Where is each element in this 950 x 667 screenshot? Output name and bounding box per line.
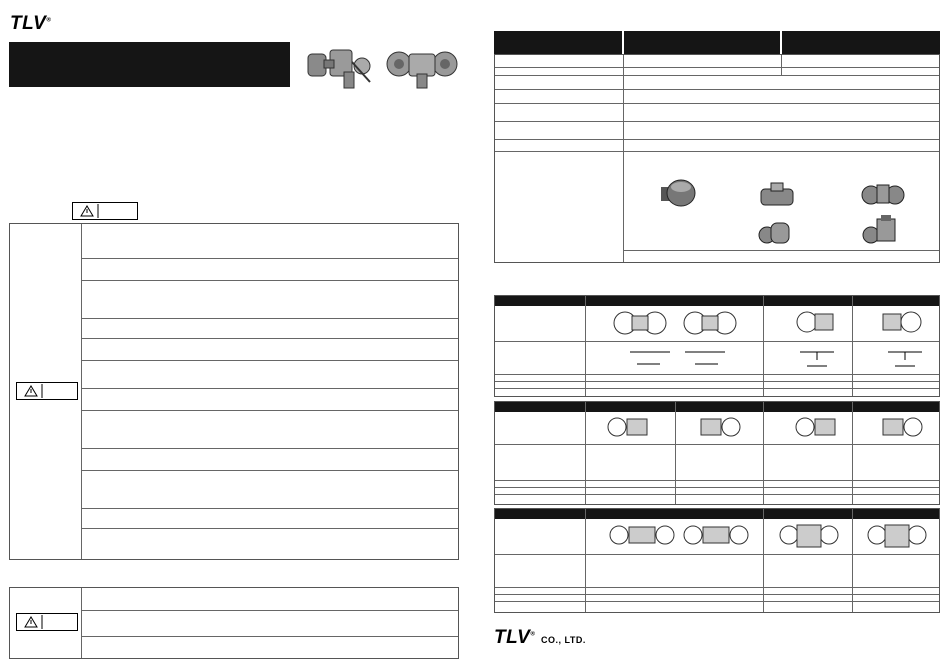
steam-trap-image [757,179,797,211]
warning-triangle-icon [19,384,75,398]
config-block-1 [494,295,940,397]
valve-product-image [877,414,927,444]
valve-product-image [777,521,841,553]
steam-trap-image [757,215,797,247]
warning-panel [9,223,459,560]
footer-logo: TLV® CO., LTD. [494,627,586,648]
title-banner [9,42,290,87]
piping-diagram [797,346,837,370]
product-photo-right [383,42,463,94]
valve-product-image [695,414,745,444]
steam-trap-image [861,213,905,247]
piping-diagram [625,346,735,368]
config-block-3 [494,508,940,613]
steam-trap-image [655,173,699,213]
valve-product-image [877,308,927,340]
spec-header-col2 [624,31,780,54]
specifications-table [494,31,940,263]
steam-trap-image [861,177,905,211]
config-block-2 [494,401,940,505]
footer-logo-text: TLV [494,627,531,648]
warning-triangle-icon [19,615,75,629]
valve-product-image [865,521,929,553]
valve-product-image [605,414,655,444]
piping-diagram [885,346,925,370]
product-photo-left [300,42,378,94]
logo-text: TLV [10,13,47,34]
valve-product-image [793,414,843,444]
valve-product-image [607,521,757,553]
tlv-logo: TLV® [10,13,52,34]
footer-company: CO., LTD. [541,635,586,645]
valve-product-image [793,308,843,340]
spec-header-col3 [782,31,940,54]
warning-tag [16,382,78,400]
warning-triangle-icon [75,204,135,218]
valve-product-image [610,308,750,340]
configuration-tables [494,295,940,613]
warning-label-box [72,202,138,220]
caution-tag [16,613,78,631]
spec-header-col1 [494,31,622,54]
caution-panel [9,587,459,659]
